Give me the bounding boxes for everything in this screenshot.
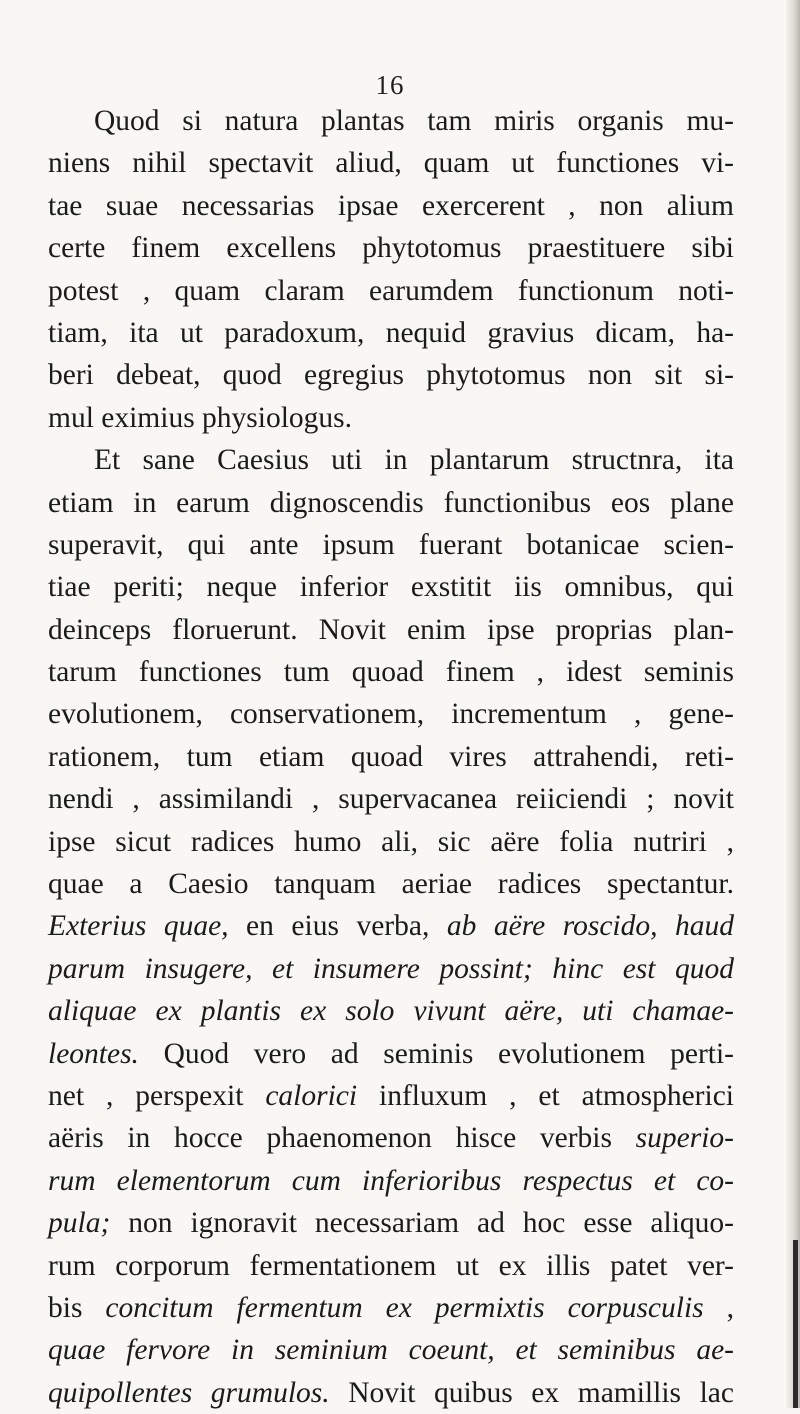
text-line [48, 736, 734, 778]
page-number: 16 [375, 70, 405, 100]
italic-text-segment: calorici [265, 1079, 358, 1112]
text-segment: Et sane Caesius uti in plantarum structnra, ita [94, 444, 734, 477]
body-text [48, 100, 734, 1414]
text-segment: aëris in hocce phaenomenon hisce verbis [48, 1122, 636, 1155]
text-line [48, 1117, 734, 1159]
text-line [48, 609, 734, 651]
text-segment: rum corporum fermentationem ut ex illis patet ver- [48, 1249, 734, 1282]
text-line [48, 693, 734, 735]
text-segment: beri debeat, quod egregius phytotomus non sit si- [48, 359, 734, 392]
page-edge-shadow [786, 0, 800, 1408]
text-segment: potest , quam claram earumdem functionum noti- [48, 274, 734, 307]
text-line [48, 354, 734, 396]
text-segment: influxum , et atmospherici [357, 1079, 734, 1112]
text-segment: mul eximius physiologus. [48, 401, 353, 434]
text-line [48, 270, 734, 312]
italic-text-segment: quae fervore in seminium coeunt, et seminibus ae- [48, 1334, 734, 1367]
italic-text-segment: hinc est quod [552, 952, 735, 985]
text-segment: rationem, tum etiam quoad vires attrahendi, reti- [48, 740, 734, 773]
binding-edge-mark [793, 1240, 798, 1408]
text-line [48, 863, 734, 905]
text-segment: tarum functiones tum quoad finem , idest seminis [48, 656, 734, 689]
text-segment: tae suae necessarias ipsae exercerent , non alium [48, 189, 734, 222]
text-segment: tiae periti; neque inferior exstitit iis omnibus, qui [48, 571, 734, 604]
text-line [48, 142, 734, 184]
text-line [48, 778, 734, 820]
italic-text-segment: pula; [48, 1207, 111, 1240]
text-segment: Quod vero ad seminis evolutionem perti- [138, 1037, 734, 1070]
text-line [48, 1075, 734, 1117]
text-segment: non ignoravit necessariam ad hoc esse aliquo- [110, 1207, 734, 1240]
text-segment: ipse sicut radices humo ali, sic aëre folia nutriri , [48, 825, 734, 858]
text-segment: etiam in earum dignoscendis functionibus eos plane [48, 486, 734, 519]
text-segment: niens nihil spectavit aliud, quam ut functiones vi- [48, 147, 734, 180]
text-line [48, 1202, 734, 1244]
text-line [48, 397, 734, 439]
text-line [48, 312, 734, 354]
text-segment: tiam, ita ut paradoxum, nequid gravius dicam, ha- [48, 316, 734, 349]
text-segment: evolutionem, conservationem, incrementum , gene- [48, 698, 734, 731]
text-segment: net , perspexit [48, 1079, 266, 1112]
text-segment: nendi , assimilandi , supervacanea reiiciendi ; novit [48, 783, 734, 816]
text-segment: en eius verba, [228, 910, 447, 943]
text-line [48, 185, 734, 227]
text-segment: Novit quibus ex mamillis lac [329, 1376, 734, 1409]
text-line [48, 439, 734, 481]
italic-text-segment: concitum fermentum ex permixtis corpusculis [105, 1291, 704, 1324]
italic-text-segment: leontes. [48, 1037, 139, 1070]
italic-text-segment: Exterius quae, [48, 910, 229, 943]
italic-text-segment: aliquae ex plantis ex solo vivunt aëre, uti chamae- [48, 995, 734, 1028]
text-line [48, 100, 734, 142]
text-segment: quae a Caesio tanquam aeriae radices spectantur. [48, 868, 734, 901]
text-line [48, 1160, 734, 1202]
text-line [48, 821, 734, 863]
italic-text-segment: superio- [635, 1122, 734, 1155]
italic-text-segment: ab aëre roscido, haud [446, 910, 735, 943]
text-line [48, 1245, 734, 1287]
text-line [48, 1033, 734, 1075]
text-line [48, 566, 734, 608]
text-line [48, 1329, 734, 1371]
italic-text-segment: parum insugere, et insumere possint; [48, 952, 533, 985]
text-segment: certe finem excellens phytotomus praestituere sibi [48, 232, 734, 265]
text-line [48, 905, 734, 947]
text-line [48, 651, 734, 693]
text-line [48, 1287, 734, 1329]
text-segment: deinceps floruerunt. Novit enim ipse proprias plan- [48, 613, 734, 646]
text-segment: bis [48, 1291, 106, 1324]
text-line [48, 482, 734, 524]
text-line [48, 990, 734, 1032]
text-line [48, 227, 734, 269]
italic-text-segment: rum elementorum cum inferioribus respectus et co- [48, 1164, 734, 1197]
text-segment: Quod si natura plantas tam miris organis mu- [94, 105, 734, 137]
text-segment [533, 953, 553, 985]
text-segment: superavit, qui ante ipsum fuerant botanicae scien- [48, 528, 734, 561]
text-segment: , [703, 1291, 735, 1324]
text-line [48, 524, 734, 566]
italic-text-segment: quipollentes grumulos. [48, 1376, 330, 1409]
text-line [48, 948, 734, 990]
